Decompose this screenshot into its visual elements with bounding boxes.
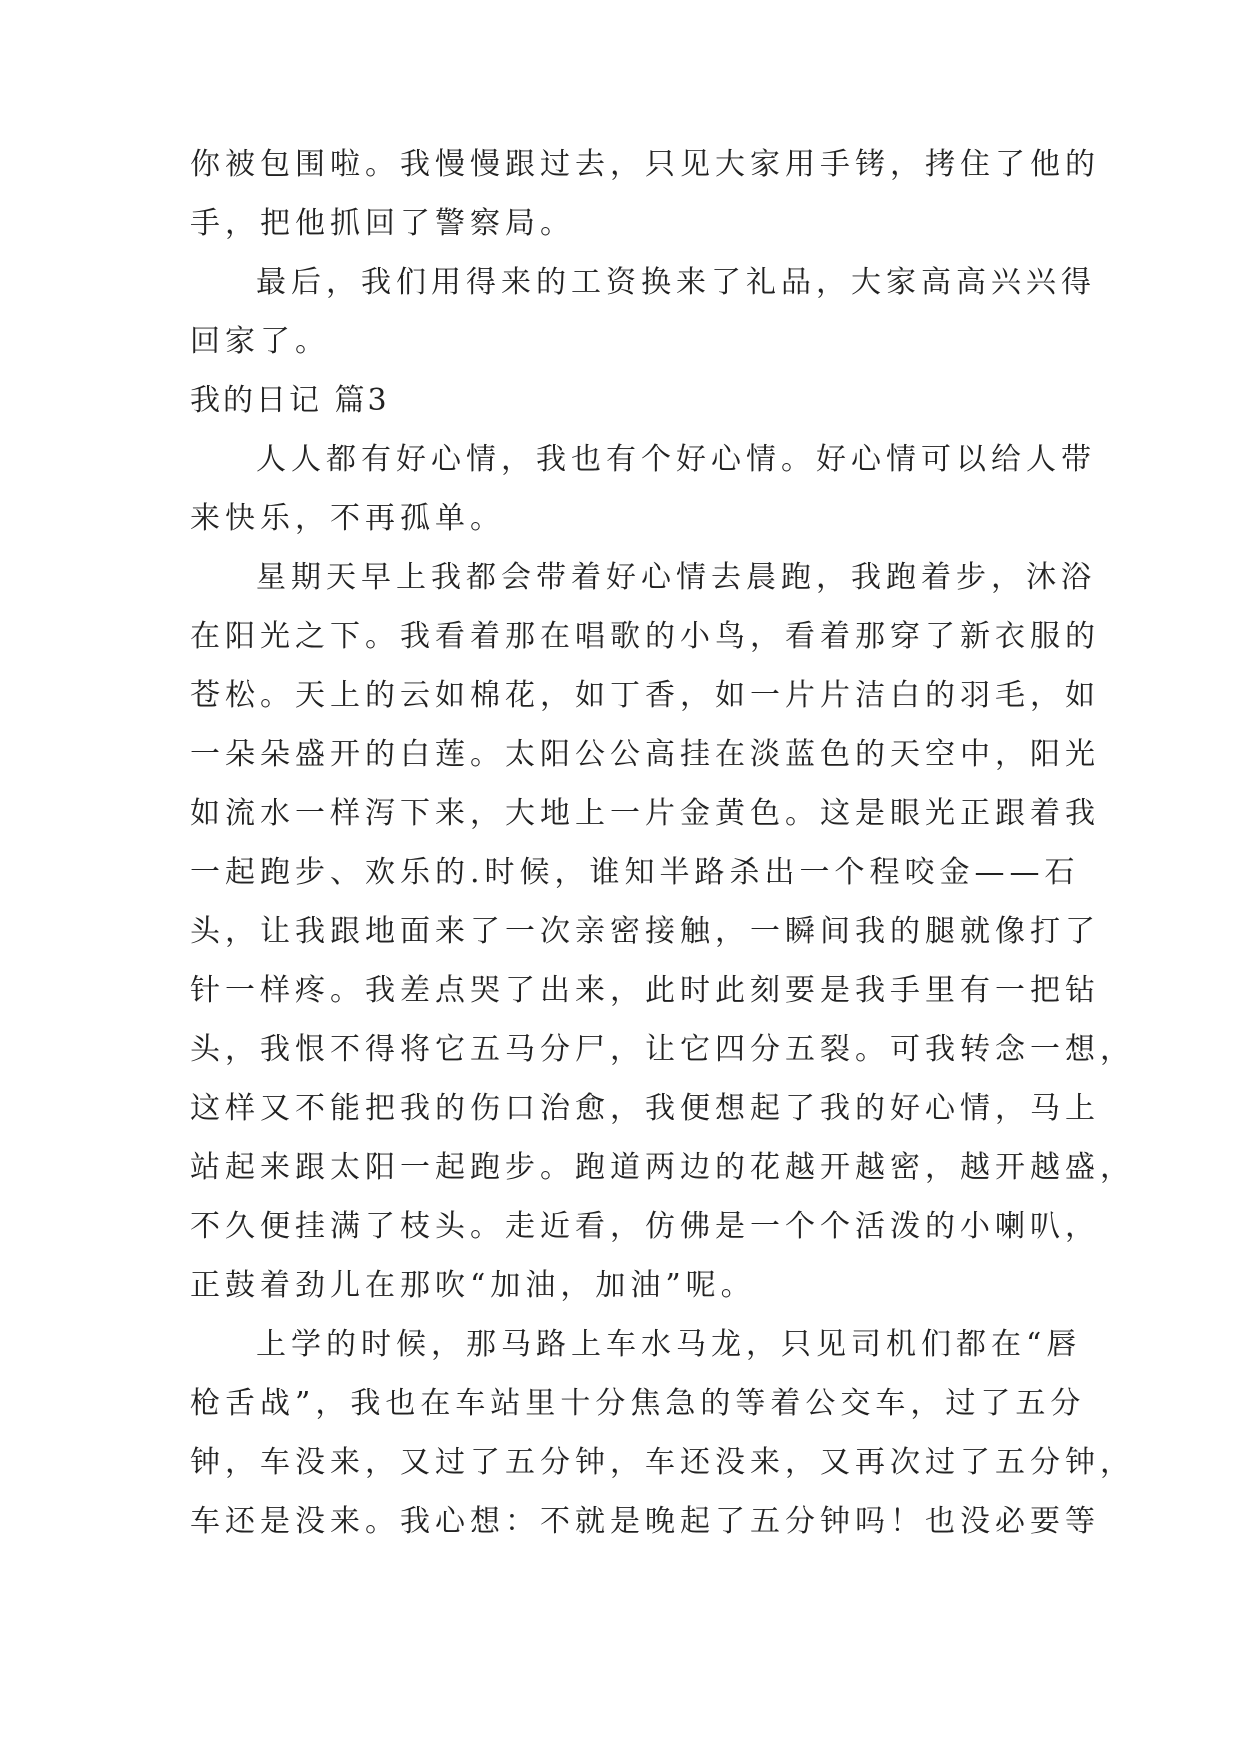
text-line: 最后，我们用得来的工资换来了礼品，大家高高兴兴得 (256, 265, 1096, 300)
section-title: 我的日记 篇3 (190, 383, 390, 418)
text-line: 来快乐，不再孤单。 (190, 501, 505, 536)
text-line: 回家了。 (190, 324, 330, 359)
text-line: 头，我恨不得将它五马分尸，让它四分五裂。可我转念一想， (190, 1032, 1135, 1067)
text-line: 钟，车没来，又过了五分钟，车还没来，又再次过了五分钟， (190, 1445, 1135, 1480)
text-line: 如流水一样泻下来，大地上一片金黄色。这是眼光正跟着我 (190, 796, 1100, 831)
text-line: 人人都有好心情，我也有个好心情。好心情可以给人带 (256, 442, 1096, 477)
text-line: 这样又不能把我的伤口治愈，我便想起了我的好心情，马上 (190, 1091, 1100, 1126)
text-line: 上学的时候，那马路上车水马龙，只见司机们都在“唇 (256, 1327, 1082, 1362)
text-line: 一起跑步、欢乐的.时候，谁知半路杀出一个程咬金——石 (190, 855, 1080, 890)
text-line: 你被包围啦。我慢慢跟过去，只见大家用手铐，拷住了他的 (190, 147, 1100, 182)
text-line: 正鼓着劲儿在那吹“加油，加油”呢。 (190, 1268, 756, 1303)
document-body (190, 135, 1135, 1551)
text-line: 星期天早上我都会带着好心情去晨跑，我跑着步，沐浴 (256, 560, 1096, 595)
text-line: 站起来跟太阳一起跑步。跑道两边的花越开越密，越开越盛， (190, 1150, 1135, 1185)
text-line: 头，让我跟地面来了一次亲密接触，一瞬间我的腿就像打了 (190, 914, 1100, 949)
text-line: 车还是没来。我心想：不就是晚起了五分钟吗！也没必要等 (190, 1504, 1100, 1539)
text-line: 一朵朵盛开的白莲。太阳公公高挂在淡蓝色的天空中，阳光 (190, 737, 1100, 772)
text-line: 不久便挂满了枝头。走近看，仿佛是一个个活泼的小喇叭， (190, 1209, 1100, 1244)
text-line: 枪舌战”，我也在车站里十分焦急的等着公交车，过了五分 (190, 1386, 1086, 1421)
text-line: 苍松。天上的云如棉花，如丁香，如一片片洁白的羽毛，如 (190, 678, 1100, 713)
text-line: 针一样疼。我差点哭了出来，此时此刻要是我手里有一把钻 (190, 973, 1100, 1008)
text-line: 在阳光之下。我看着那在唱歌的小鸟，看着那穿了新衣服的 (190, 619, 1100, 654)
text-line: 手，把他抓回了警察局。 (190, 206, 575, 241)
